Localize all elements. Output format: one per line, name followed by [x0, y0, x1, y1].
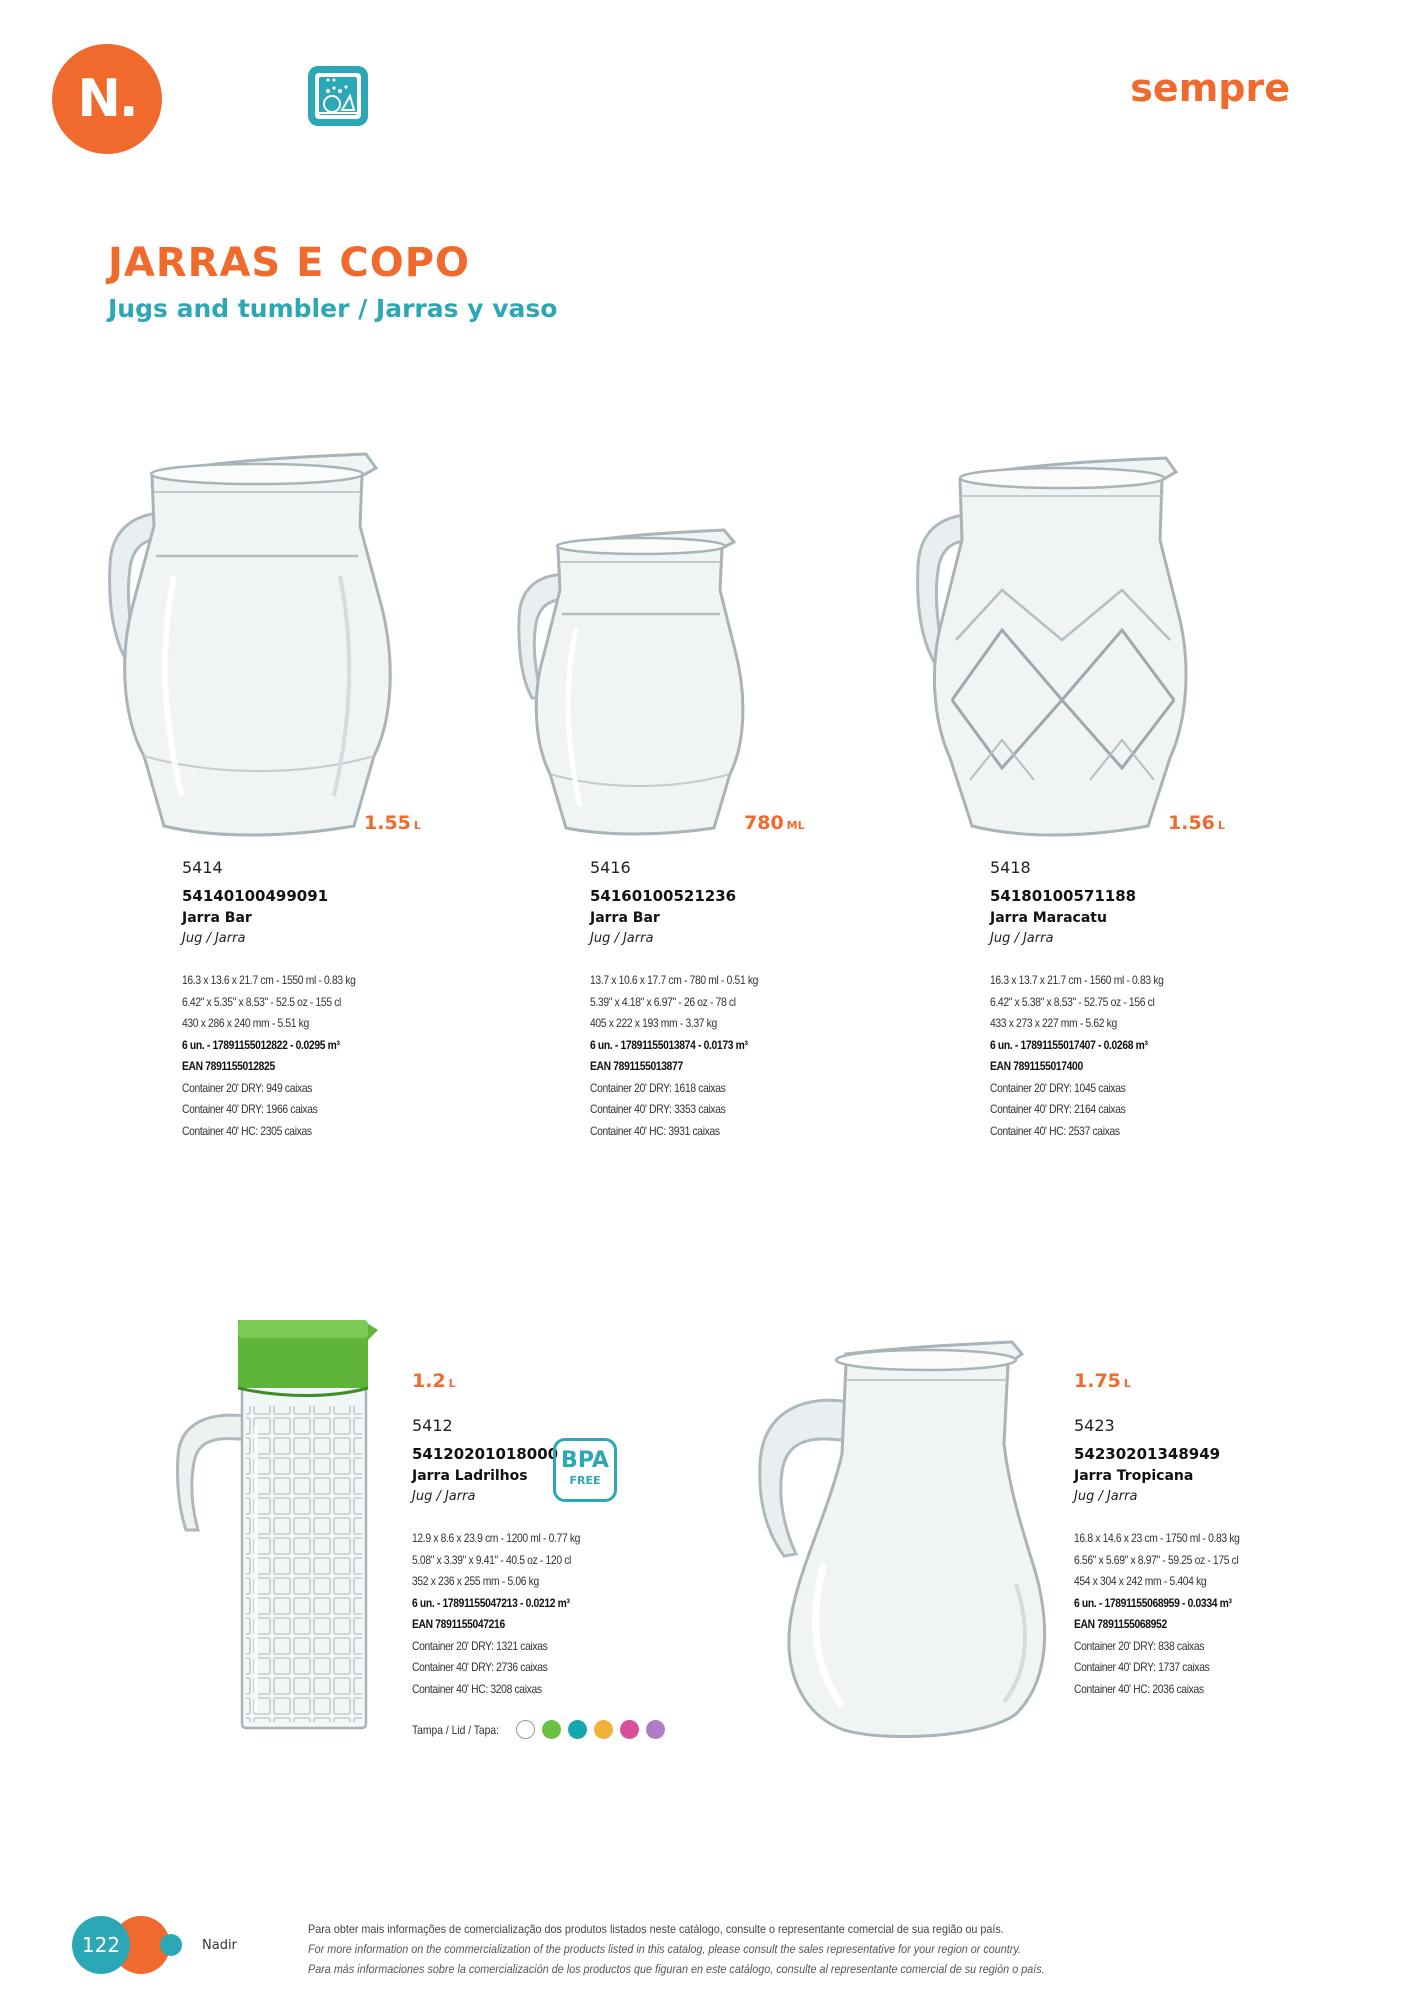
lid-color-yellow: [594, 1720, 613, 1739]
spec-line: 454 x 304 x 242 mm - 5.404 kg: [1074, 1574, 1207, 1588]
product-info-5414: [182, 858, 502, 1142]
product-name: Jarra Bar: [590, 910, 660, 926]
footer-brand: Nadir: [202, 1938, 237, 1953]
spec-line: 430 x 286 x 240 mm - 5.51 kg: [182, 1016, 309, 1030]
spec-line: Container 40' HC: 2036 caixas: [1074, 1681, 1204, 1696]
product-code: 5414: [182, 858, 223, 877]
product-code: 5418: [990, 858, 1031, 877]
product-ean-code: 54160100521236: [590, 887, 737, 905]
product-name: Jarra Tropicana: [1074, 1468, 1194, 1484]
lid-color-options: [412, 1720, 665, 1739]
spec-line: Container 20' DRY: 949 caixas: [182, 1080, 313, 1095]
lid-color-purple: [646, 1720, 665, 1739]
spec-line: 5.39" x 4.18" x 6.97" - 26 oz - 78 cl: [590, 994, 736, 1009]
spec-line: 6 un. - 17891155017407 - 0.0268 m³: [990, 1037, 1148, 1052]
spec-line: Container 20' DRY: 1321 caixas: [412, 1638, 548, 1653]
spec-line: Container 20' DRY: 1618 caixas: [590, 1080, 726, 1095]
spec-line: 433 x 273 x 227 mm - 5.62 kg: [990, 1016, 1117, 1030]
nadir-logo: [52, 44, 162, 154]
section-title: JARRAS E COPO: [108, 240, 471, 286]
spec-line: Container 40' HC: 3208 caixas: [412, 1681, 542, 1696]
spec-line: 6 un. - 17891155068959 - 0.0334 m³: [1074, 1595, 1232, 1610]
product-code: 5416: [590, 858, 631, 877]
product-type: Jug / Jarra: [1074, 1489, 1138, 1504]
jug-5414-image: [104, 446, 394, 840]
product-info-5418: [990, 858, 1310, 1142]
product-info-5423: [1074, 1416, 1394, 1700]
section-subtitle: Jugs and tumbler / Jarras y vaso: [108, 294, 558, 323]
capacity-5412: 1.2 L: [412, 1370, 456, 1392]
lid-color-teal: [568, 1720, 587, 1739]
spec-line: Container 20' DRY: 1045 caixas: [990, 1080, 1126, 1095]
product-code: 5412: [412, 1416, 453, 1435]
capacity-5414: 1.55 L: [364, 812, 421, 834]
bpa-free-badge: BPA FREE: [553, 1438, 617, 1502]
page-number: 122: [72, 1916, 130, 1974]
spec-line: Container 40' HC: 2537 caixas: [990, 1123, 1120, 1138]
jug-5412-image: [172, 1316, 388, 1736]
spec-line: Container 40' DRY: 2736 caixas: [412, 1660, 548, 1674]
jug-5416-image: [514, 524, 750, 838]
spec-line: 352 x 236 x 255 mm - 5.06 kg: [412, 1574, 539, 1588]
spec-line: 6 un. - 17891155012822 - 0.0295 m³: [182, 1037, 340, 1052]
product-name: Jarra Bar: [182, 910, 252, 926]
spec-line: Container 40' HC: 2305 caixas: [182, 1123, 312, 1138]
spec-line: Container 40' DRY: 3353 caixas: [590, 1102, 726, 1116]
product-code: 5423: [1074, 1416, 1115, 1435]
logo-letter: N.: [77, 69, 137, 129]
lid-color-white: [516, 1720, 535, 1739]
product-type: Jug / Jarra: [182, 931, 246, 946]
spec-line: 405 x 222 x 193 mm - 3.37 kg: [590, 1016, 717, 1030]
disclaimer-pt: Para obter mais informações de comercialização dos produtos listados neste catálogo, consulte o representante comercial de sua região ou país.: [308, 1922, 1004, 1936]
product-name: Jarra Maracatu: [990, 910, 1107, 926]
product-type: Jug / Jarra: [990, 931, 1054, 946]
jug-5418-image: [912, 450, 1192, 840]
spec-line: EAN 7891155017400: [990, 1059, 1083, 1073]
product-ean-code: 54120201018000: [412, 1445, 559, 1463]
dishwasher-safe-icon: [306, 64, 370, 128]
spec-line: EAN 7891155013877: [590, 1059, 683, 1073]
product-type: Jug / Jarra: [590, 931, 654, 946]
spec-line: EAN 7891155012825: [182, 1059, 275, 1073]
jug-5423-image: [754, 1334, 1054, 1744]
lid-color-pink: [620, 1720, 639, 1739]
spec-line: 6 un. - 17891155047213 - 0.0212 m³: [412, 1595, 570, 1610]
product-type: Jug / Jarra: [412, 1489, 476, 1504]
disclaimer-es: Para más informaciones sobre la comercialización de los productos que figuran en este catálogo, consulte al representante comercial de su región o país.: [308, 1962, 1045, 1976]
product-ean-code: 54230201348949: [1074, 1445, 1221, 1463]
product-ean-code: 54180100571188: [990, 887, 1137, 905]
spec-line: 16.3 x 13.7 x 21.7 cm - 1560 ml - 0.83 kg: [990, 973, 1164, 987]
product-info-5416: [590, 858, 910, 1142]
capacity-5418: 1.56 L: [1168, 812, 1225, 834]
page-decoration-teal: [160, 1934, 182, 1956]
capacity-5416: 780 ML: [744, 812, 805, 834]
spec-line: 16.8 x 14.6 x 23 cm - 1750 ml - 0.83 kg: [1074, 1531, 1240, 1545]
product-name: Jarra Ladrilhos: [412, 1468, 528, 1484]
spec-line: EAN 7891155047216: [412, 1617, 505, 1631]
lid-label: Tampa / Lid / Tapa:: [412, 1722, 500, 1737]
disclaimer-en: For more information on the commercialization of the products listed in this catalog, please consult the sales representative for your region or country.: [308, 1942, 1021, 1956]
capacity-5423: 1.75 L: [1074, 1370, 1131, 1392]
lid-color-green: [542, 1720, 561, 1739]
spec-line: 16.3 x 13.6 x 21.7 cm - 1550 ml - 0.83 kg: [182, 973, 356, 987]
spec-line: Container 40' DRY: 1966 caixas: [182, 1102, 318, 1116]
spec-line: 13.7 x 10.6 x 17.7 cm - 780 ml - 0.51 kg: [590, 973, 759, 987]
spec-line: Container 40' DRY: 2164 caixas: [990, 1102, 1126, 1116]
spec-line: Container 40' HC: 3931 caixas: [590, 1123, 720, 1138]
spec-line: EAN 7891155068952: [1074, 1617, 1167, 1631]
spec-line: 5.08" x 3.39" x 9.41" - 40.5 oz - 120 cl: [412, 1552, 572, 1567]
spec-line: 6 un. - 17891155013874 - 0.0173 m³: [590, 1037, 748, 1052]
brand-sempre: sempre: [1130, 66, 1290, 110]
product-ean-code: 54140100499091: [182, 887, 329, 905]
spec-line: 6.42" x 5.35" x 8.53" - 52.5 oz - 155 cl: [182, 994, 342, 1009]
spec-line: 12.9 x 8.6 x 23.9 cm - 1200 ml - 0.77 kg: [412, 1531, 581, 1545]
spec-line: 6.56" x 5.69" x 8.97" - 59.25 oz - 175 cl: [1074, 1552, 1239, 1567]
spec-line: 6.42" x 5.38" x 8.53" - 52.75 oz - 156 cl: [990, 994, 1155, 1009]
spec-line: Container 20' DRY: 838 caixas: [1074, 1638, 1205, 1653]
spec-line: Container 40' DRY: 1737 caixas: [1074, 1660, 1210, 1674]
